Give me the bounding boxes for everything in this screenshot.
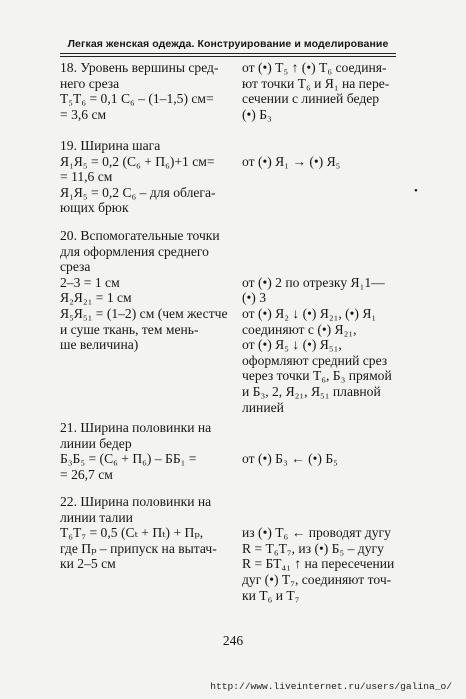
section-22-formula: 22. Ширина половинки на линии талии Т₆Т₇ = 0,5 (Сₜ + Пₜ) + Пₚ, где Пₚ – припуск на вытач- ки 2–5 см <box>60 494 217 572</box>
stray-dot-mark: • <box>414 185 418 197</box>
section-20-instruction: от (•) 2 по отрезку Я₁1— (•) 3 от (•) Я₂ ↓ (•) Я₂₁, (•) Я₁ соединяют с (•) Я₂₁, от (•) Я₅ ↓ (•) Я₅₁, оформляют средний срез через точки Т₆, Б₃ прямой и Б₃, 2, Я₂₁, Я₅₁ плавной линией <box>242 274 392 415</box>
section-20-formula: 20. Вспомогательные точки для оформления среднего среза 2–3 = 1 см Я₂Я₂₁ = 1 см Я₅Я₅₁ = (1–2) см (чем жестче и суше ткань, тем мень- ше величина) <box>60 228 228 353</box>
section-19-instruction: от (•) Я₁ → (•) Я₅ <box>242 153 341 169</box>
page-number: 246 <box>222 633 244 648</box>
section-22 <box>60 494 420 603</box>
section-19-formula: 19. Ширина шага Я₁Я₅ = 0,2 (С₆ + П₆)+1 см= = 11,6 см Я₁Я₅ = 0,2 С₆ – для облега- ющих брюк <box>60 138 216 216</box>
section-19 <box>60 138 420 216</box>
section-21-instruction: от (•) Б₃ ← (•) Б₅ <box>242 451 338 467</box>
section-21 <box>60 420 420 482</box>
header-rule-bottom <box>60 56 396 57</box>
section-22-instruction: из (•) Т₆ ← проводят дугу R = Т₆Т₇, из (•) Б₅ – дугу R = БТ₄₁ ↑ на пересечении дуг (•) Т₇, соединяют точ- ки Т₆ и Т₇ <box>242 525 395 603</box>
header-rule-top <box>60 53 396 54</box>
section-18 <box>60 60 420 122</box>
source-url-watermark: http://www.liveinternet.ru/users/galina_o/ <box>210 681 452 692</box>
running-header: Легкая женская одежда. Конструирование и моделирование <box>67 38 389 50</box>
section-18-instruction: от (•) Т₅ ↑ (•) Т₆ соединя- ют точки Т₆ и Я₁ на пере- сечении с линией бедер (•) Б₃ <box>242 60 390 122</box>
section-20 <box>60 228 420 415</box>
section-18-formula: 18. Уровень вершины сред- него среза Т₅Т₆ = 0,1 С₆ – (1–1,5) см= = 3,6 см <box>60 60 219 122</box>
section-21-formula: 21. Ширина половинки на линии бедер Б₃Б₅ = (С₆ + П₆) – ББ₁ = = 26,7 см <box>60 420 212 482</box>
